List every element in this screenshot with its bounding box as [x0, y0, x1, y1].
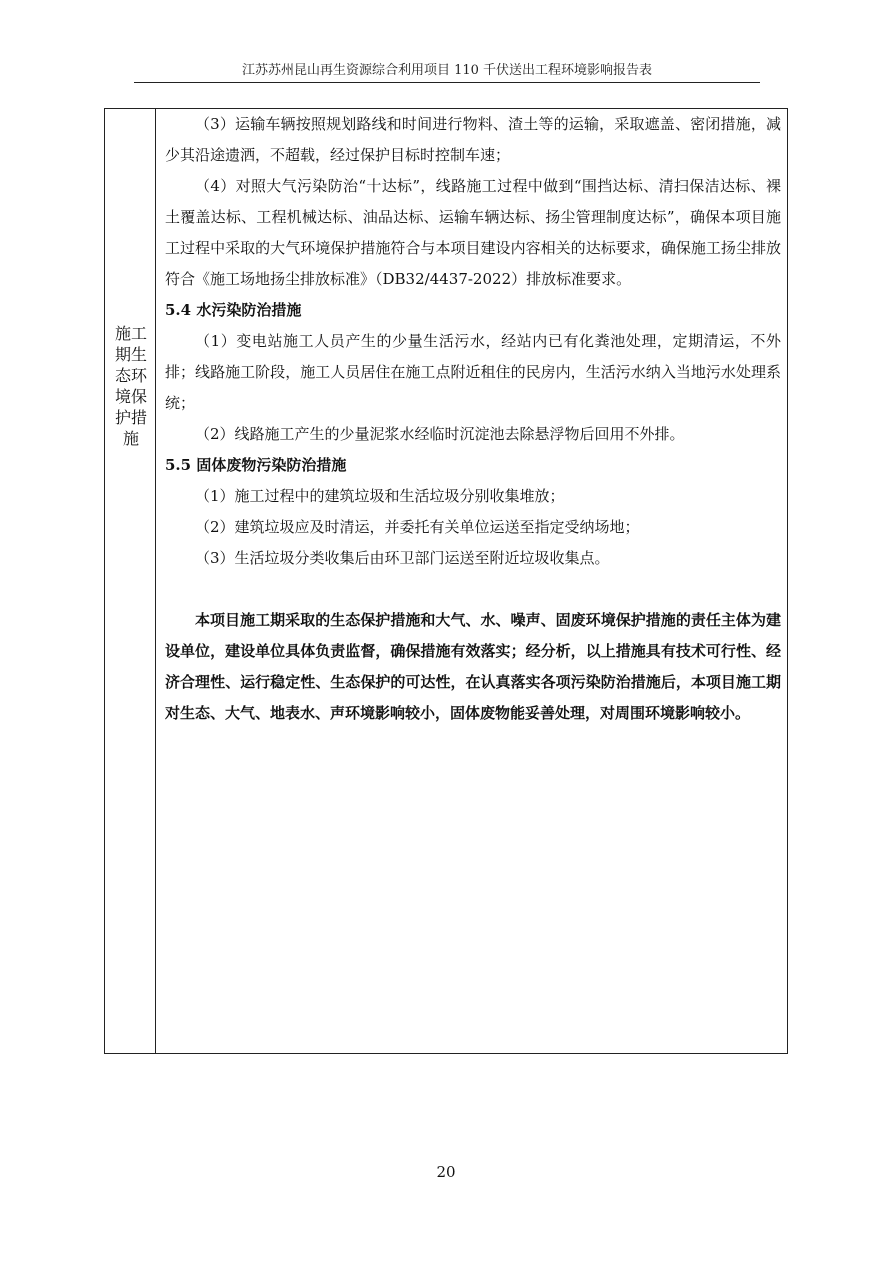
summary-paragraph: 本项目施工期采取的生态保护措施和大气、水、噪声、固废环境保护措施的责任主体为建设单位，建设单位具体负责监督，确保措施有效落实；经分析，以上措施具有技术可行性、经济合理性、运行稳定性、生态保护的可达性，在认真落实各项污染防治措施后，本项目施工期对生态、大气、地表水、声环境影响较小，固体废物能妥善处理，对周围环境影响较小。 — [165, 611, 781, 722]
measures-table — [104, 108, 788, 1054]
paragraph-water-1: （1）变电站施工人员产生的少量生活污水，经站内已有化粪池处理，定期清运，不外排；线路施工阶段，施工人员居住在施工点附近租住的民房内，生活污水纳入当地污水处理系统； — [165, 332, 781, 412]
paragraph-water-2: （2）线路施工产生的少量泥浆水经临时沉淀池去除悬浮物后回用不外排。 — [195, 425, 685, 443]
paragraph-solid-1: （1）施工过程中的建筑垃圾和生活垃圾分别收集堆放； — [195, 487, 565, 505]
paragraph-transport: （3）运输车辆按照规划路线和时间进行物料、渣土等的运输，采取遮盖、密闭措施，减少其沿途遗洒，不超载，经过保护目标时控制车速； — [165, 115, 781, 164]
row-label: 施工期生态环境保护措施 — [114, 324, 147, 448]
paragraph-air-standards: （4）对照大气污染防治“十达标”，线路施工过程中做到“围挡达标、清扫保洁达标、裸土覆盖达标、工程机械达标、油品达标、运输车辆达标、扬尘管理制度达标”，确保本项目施工过程中采取的大气环境保护措施符合与本项目建设内容相关的达标要求，确保施工扬尘排放符合《施工场地扬尘排放标准》（DB32/4437-2022）排放标准要求。 — [165, 177, 781, 288]
spacer — [165, 574, 781, 605]
page-number: 20 — [436, 1163, 456, 1181]
section-heading-water: 5.4 水污染防治措施 — [165, 301, 302, 319]
document-header: 江苏苏州昆山再生资源综合利用项目 110 千伏送出工程环境影响报告表 — [241, 63, 653, 78]
paragraph-solid-2: （2）建筑垃圾应及时清运，并委托有关单位运送至指定受纳场地； — [195, 518, 640, 536]
section-heading-solid-waste: 5.5 固体废物污染防治措施 — [165, 456, 347, 474]
row-label-cell — [105, 109, 156, 1053]
header-rule — [134, 82, 760, 83]
paragraph-solid-3: （3）生活垃圾分类收集后由环卫部门运送至附近垃圾收集点。 — [195, 549, 610, 567]
content-cell — [156, 109, 787, 729]
